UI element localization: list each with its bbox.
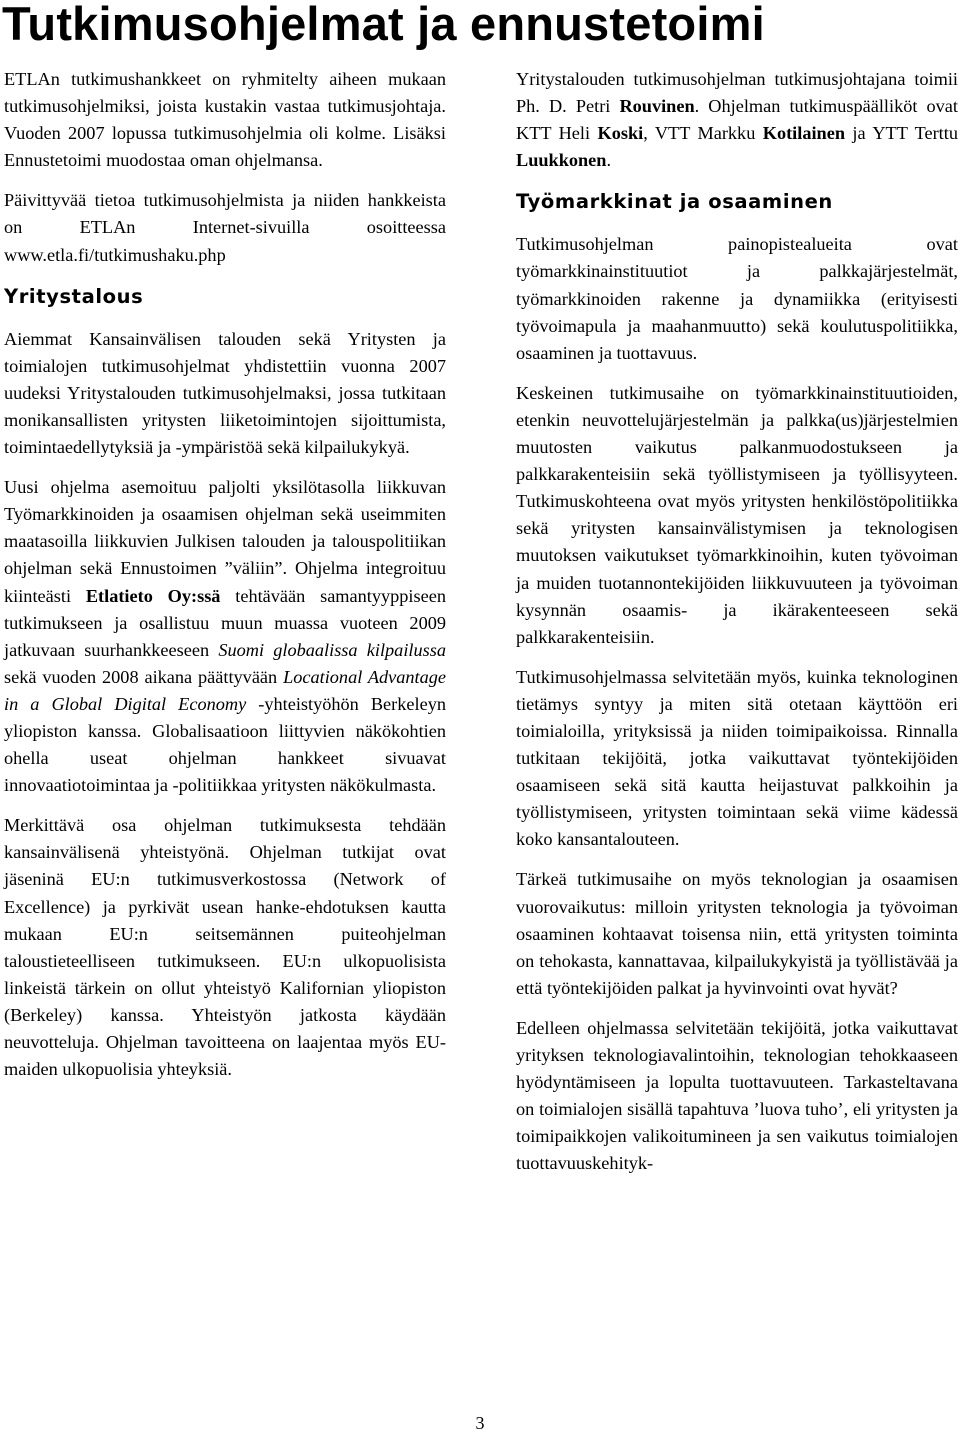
right-column — [516, 66, 958, 1190]
bold-name: Rouvinen — [619, 96, 695, 117]
left-column — [4, 66, 446, 1096]
text-run: ja YTT Terttu — [845, 123, 958, 144]
bold-name: Luukkonen — [516, 150, 607, 171]
intro-paragraph-1: ETLAn tutkimushankkeet on ryhmitelty aiheen mukaan tutkimusohjelmiksi, joista kustakin vastaa tutkimusjohtaja. Vuoden 2007 lopussa tutkimusohjelmia oli kolme. Lisäksi Ennustetoimi muodostaa oman ohjelmansa. — [4, 69, 446, 171]
text-run: Uusi ohjelma asemoituu paljolti yksilötasolla liikkuvan Työmarkkinoiden ja osaamisen ohjelman sekä useimmiten maatasoilla liikkuvien Julkisen talouden ja talouspolitiikan ohjelman sekä Ennustoimen ”väliin”. Ohjelma integroituu kiinteästi — [4, 477, 446, 606]
research-leaders-paragraph — [516, 66, 958, 174]
page-number: 3 — [475, 1413, 485, 1433]
bold-name: Kotilainen — [762, 123, 846, 144]
text-run: . — [606, 150, 612, 171]
section-heading-tyomarkkinat: Työmarkkinat ja osaaminen — [516, 190, 833, 214]
tyomarkkinat-paragraph-5: Edelleen ohjelmassa selvitetään tekijöitä, jotka vaikuttavat yrityksen teknologiavalintoihin, teknologian tehokkaaseen hyödyntämiseen ja lopulta tuottavuuteen. Tarkasteltavana on toimialojen sisällä tapahtuva ’luova tuho’, eli yritysten ja toimipaikkojen valikoitumineen ja sen vaikutus toimialojen tuottavuuskehityk- — [516, 1017, 958, 1174]
text-run: , VTT Markku — [643, 123, 763, 144]
tyomarkkinat-paragraph-4: Tärkeä tutkimusaihe on myös teknologian ja osaamisen vuorovaikutus: milloin yritysten teknologia ja työvoiman osaaminen kohtaavat toisensa niin, että yritysten toiminta on tehokasta, kannattavaa, kilpailukykyistä ja työllistävää ja että työntekijöiden palkat ja hyvinvointi ovat hyvät? — [516, 869, 958, 998]
tyomarkkinat-paragraph-2: Keskeinen tutkimusaihe on työmarkkinainstituutioiden, etenkin neuvottelujärjestelmän ja palkka(us)järjestelmien muutosten vaikutus palkanmuodostukseen ja palkkarakenteisiin sekä työllistymiseen ja työllisyyteen. Tutkimuskohteena ovat myös yritysten henkilöstöpolitiikka sekä yritysten kansainvälistymisen ja teknologisen muutoksen vaikutukset työmarkkinoihin, kuten työvoiman ja muiden tuotannontekijöiden liikkuvuuteen ja työvoiman kysynnän osaamis- ja ikärakenteeseen sekä palkkarakenteisiin. — [516, 382, 958, 647]
yritystalous-paragraph-3: Merkittävä osa ohjelman tutkimuksesta tehdään kansainvälisenä yhteistyönä. Ohjelman tutkijat ovat jäseninä EU:n tutkimusverkostossa (Network of Excellence) ja pyrkivät usean hanke-ehdotuksen kautta mukaan EU:n seitsemännen puiteohjelman taloustieteelliseen tutkimukseen. EU:n ulkopuolisista linkeistä tärkein on ollut yhteistyö Kalifornian yliopiston (Berkeley) kanssa. Yhteistyön jatkosta käydään neuvotteluja. Ohjelman tavoitteena on laajentaa myös EU-maiden ulkopuolisia yhteyksiä. — [4, 815, 446, 1080]
intro-paragraph-2: Päivittyvää tietoa tutkimusohjelmista ja niiden hankkeista on ETLAn Internet-sivuilla osoitteessa www.etla.fi/tutkimushaku.php — [4, 190, 446, 265]
text-run: sekä vuoden 2008 aikana päättyvään — [4, 666, 284, 687]
yritystalous-paragraph-2 — [4, 474, 446, 799]
page-title: Tutkimusohjelmat ja ennustetoimi — [2, 0, 765, 50]
tyomarkkinat-paragraph-1: Tutkimusohjelman painopistealueita ovat työmarkkinainstituutiot ja palkkajärjestelmät, työmarkkinoiden rakenne ja dynamiikka (erityisesti työvoimapula ja maahanmuutto) sekä koulutuspolitiikka, osaaminen ja tuottavuus. — [516, 234, 958, 363]
text-run: -yhteistyöhön Berkeleyn yliopiston kanssa. Globalisaatioon liittyvien näkökohtien ohella useat ohjelman hankkeet sivuavat innovaatiotoimintaa ja -politiikkaa yritysten näkökulmasta. — [4, 693, 446, 796]
bold-name: Etlatieto Oy:ssä — [85, 585, 221, 606]
text-run: tehtävään samantyyppiseen tutkimukseen ja osallistuu muun muassa vuoteen 2009 jatkuvaan suurhankkeeseen — [4, 585, 446, 660]
yritystalous-paragraph-1: Aiemmat Kansainvälisen talouden sekä Yritysten ja toimialojen tutkimusohjelmat yhdistettiin vuonna 2007 uudeksi Yritystalouden tutkimusohjelmaksi, jossa tutkitaan monikansallisten yritysten liiketoimintojen sijoittumista, toimintaedellytyksiä ja -ympäristöä sekä kilpailukykyä. — [4, 328, 446, 458]
section-heading-yritystalous: Yritystalous — [4, 284, 144, 308]
bold-name: Koski — [597, 123, 644, 144]
italic-title: Suomi globaalissa kilpailussa — [218, 639, 446, 660]
text-run: . Ohjelman tutkimuspäälliköt ovat KTT Heli — [516, 96, 959, 144]
text-run: Yritystalouden tutkimusohjelman tutkimusjohtajana toimii Ph. D. Petri — [516, 69, 958, 117]
italic-title: Locational Advantage in a Global Digital Economy — [4, 666, 446, 714]
tyomarkkinat-paragraph-3: Tutkimusohjelmassa selvitetään myös, kuinka teknologinen tietämys syntyy ja miten sitä otetaan käyttöön eri toimialoilla, yrityksissä ja niiden toimipaikoissa. Rinnalla tutkitaan tekijöitä, jotka vaikuttavat työntekijöiden osaamiseen sekä sitä kautta heijastuvat palkkoihin ja työllistymiseen, yritysten toimintaan sekä viime kädessä koko kansantalouteen. — [516, 666, 958, 850]
